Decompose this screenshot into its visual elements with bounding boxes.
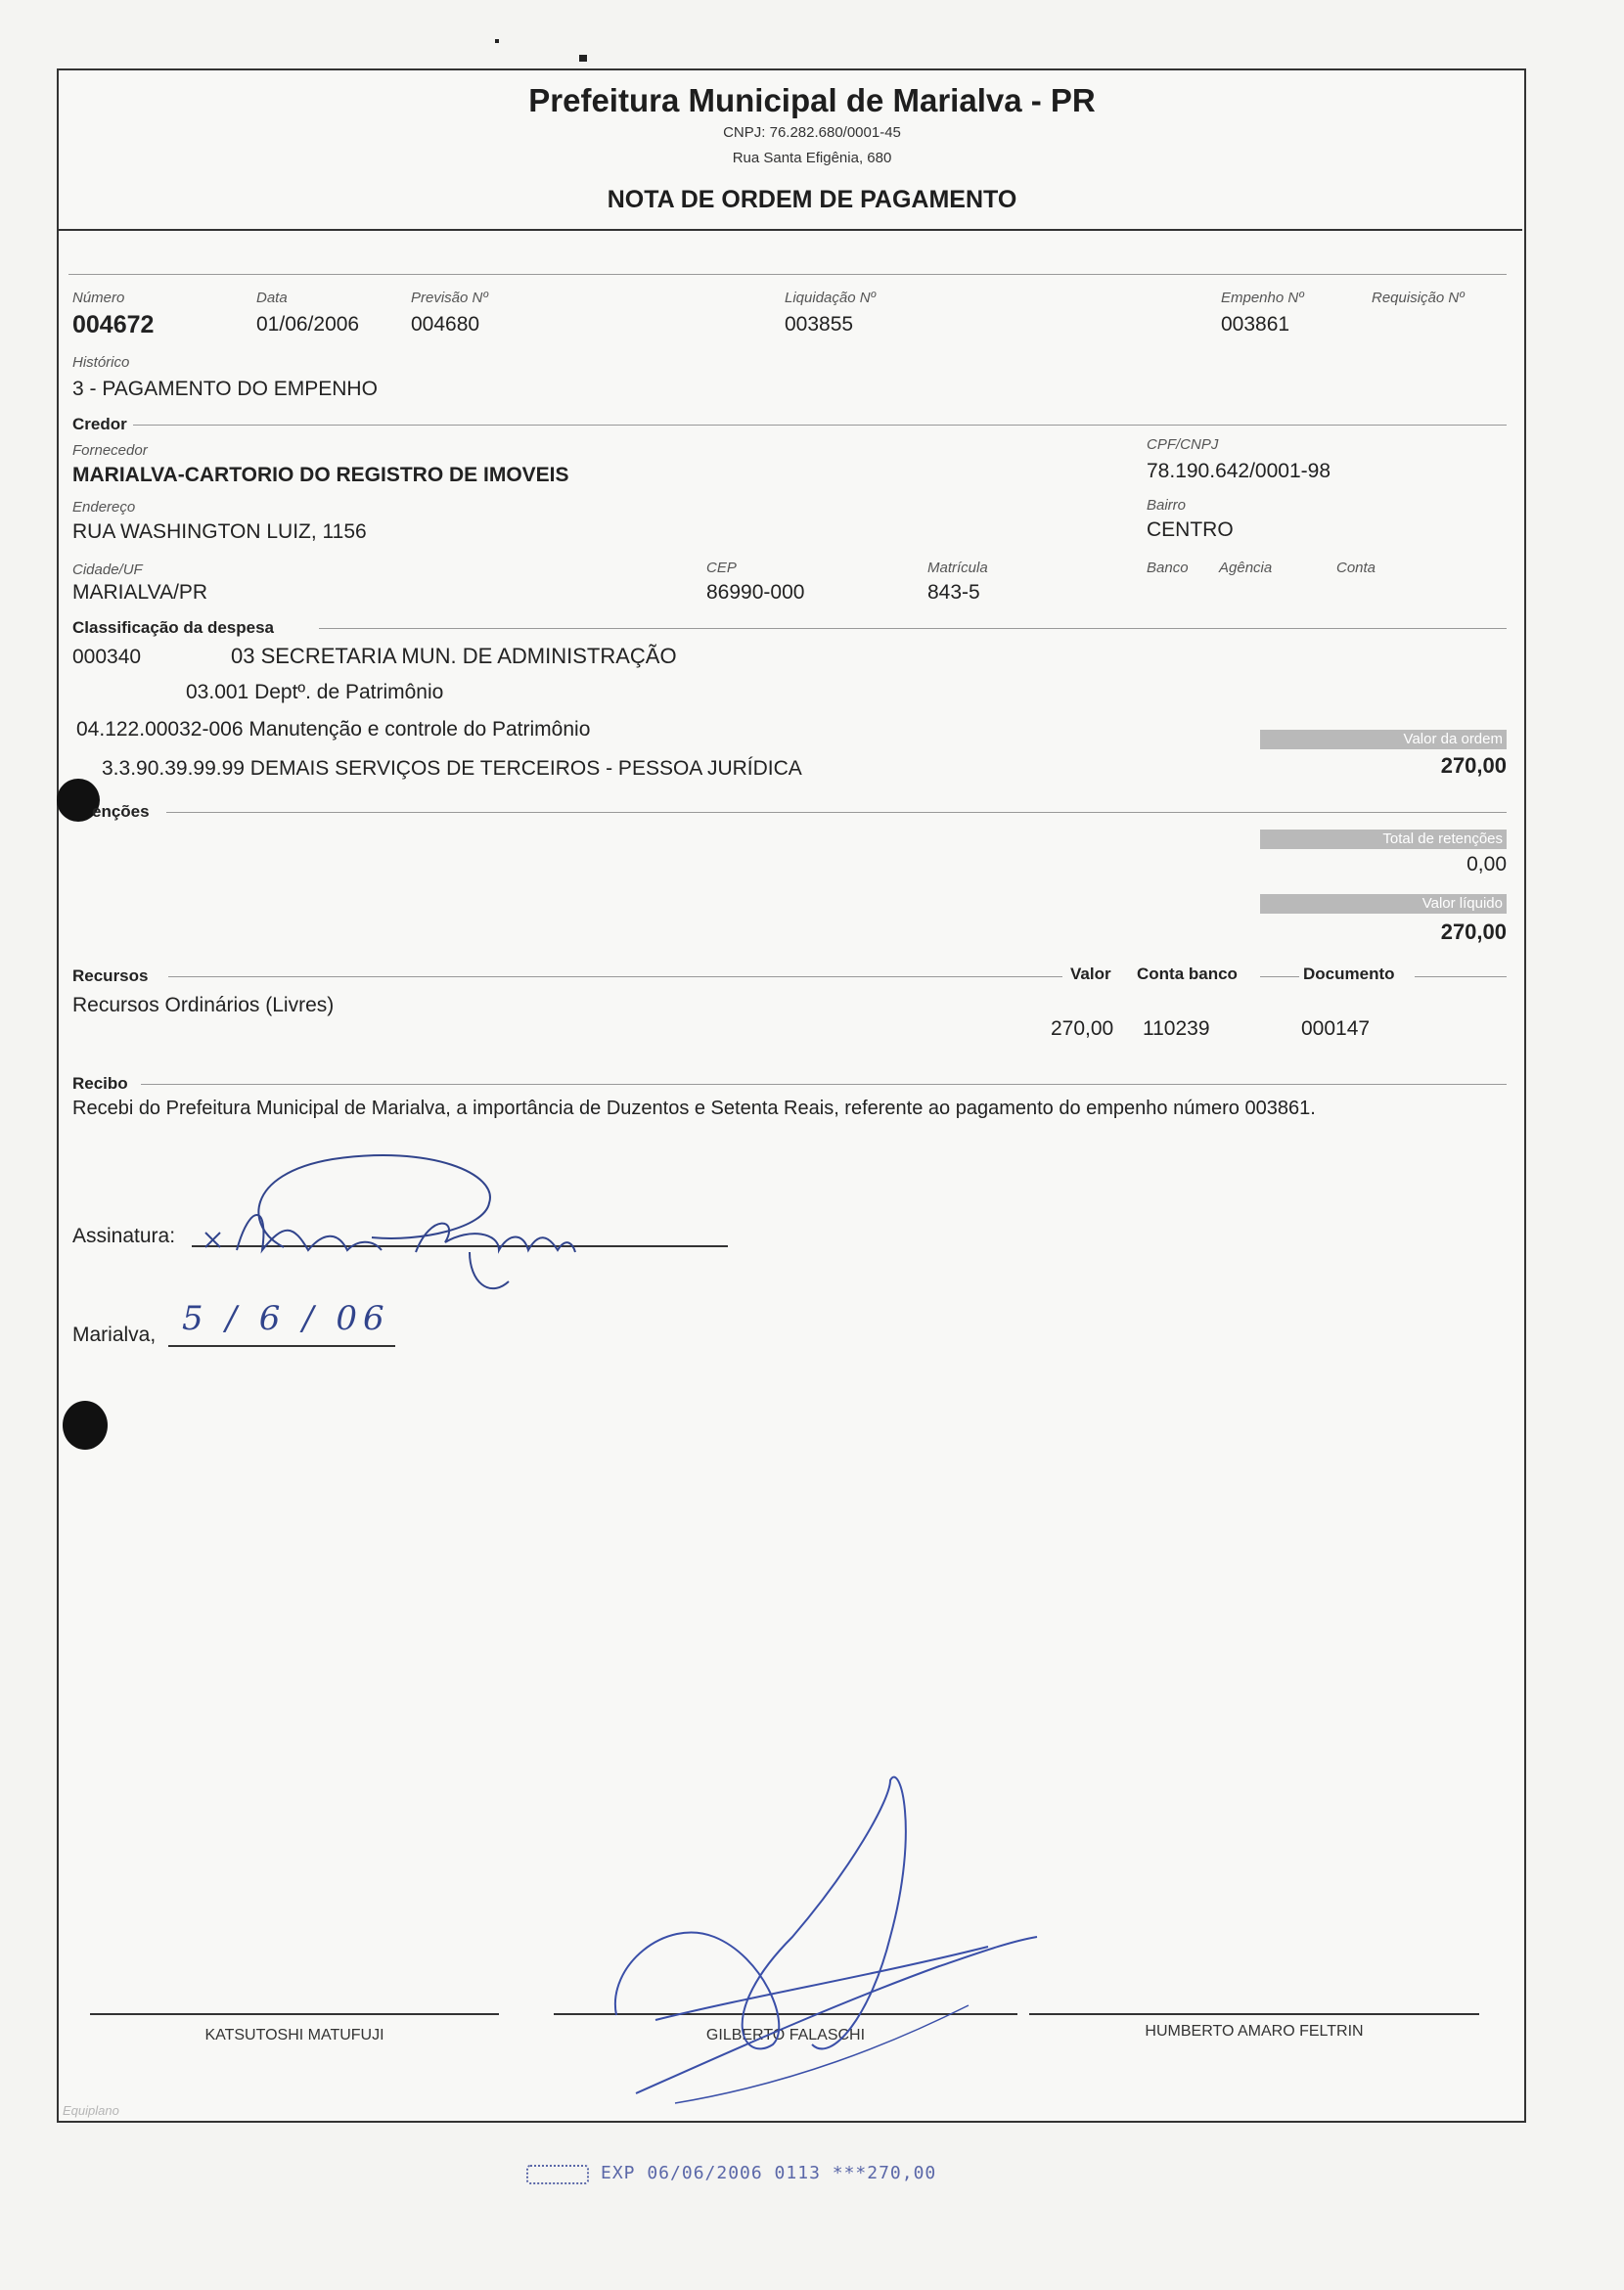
previsao-label: Previsão Nº (411, 290, 488, 306)
valor-liquido-value: 270,00 (1440, 920, 1507, 944)
divider (133, 425, 1507, 426)
classificacao-codigo: 000340 (72, 646, 142, 668)
matricula-label: Matrícula (927, 560, 988, 576)
bank-stamp-icon (526, 2165, 589, 2184)
classificacao-programa: 04.122.00032-006 Manutenção e controle do Patrimônio (76, 718, 591, 741)
recursos-documento: 000147 (1301, 1017, 1371, 1040)
bank-stamp: EXP 06/06/2006 0113 ***270,00 (601, 2163, 937, 2183)
valor-ordem-label: Valor da ordem (1260, 730, 1507, 749)
liquidacao-label: Liquidação Nº (785, 290, 877, 306)
large-signature (597, 1771, 1086, 2113)
divider (68, 274, 1507, 275)
signature-line-1 (90, 2013, 499, 2015)
software-watermark: Equiplano (63, 2103, 119, 2118)
cidade-label: Cidade/UF (72, 561, 143, 578)
signatory-3: HUMBERTO AMARO FELTRIN (1145, 2023, 1364, 2040)
divider (168, 976, 1062, 977)
divider (319, 628, 1507, 629)
recursos-valor: 270,00 (1051, 1017, 1114, 1040)
section-credor: Credor (72, 415, 127, 433)
cep-value: 86990-000 (706, 581, 805, 604)
divider (1415, 976, 1507, 977)
fornecedor-value: MARIALVA-CARTORIO DO REGISTRO DE IMOVEIS (72, 464, 569, 486)
recursos-valor-label: Valor (1070, 965, 1111, 983)
previsao-value: 004680 (411, 313, 480, 336)
liquidacao-value: 003855 (785, 313, 854, 336)
recursos-conta-label: Conta banco (1137, 965, 1238, 983)
recibo-text: Recebi do Prefeitura Municipal de Marialva, a importância de Duzentos e Setenta Reais, referente ao pagamento do empenho número 003861. (72, 1098, 1316, 1119)
requisicao-label: Requisição Nº (1372, 290, 1465, 306)
matricula-value: 843-5 (927, 581, 980, 604)
signatory-2: GILBERTO FALASCHI (705, 2027, 866, 2043)
cidade-value: MARIALVA/PR (72, 581, 208, 604)
conta-label: Conta (1336, 560, 1376, 576)
data-label: Data (256, 290, 288, 306)
recursos-descricao: Recursos Ordinários (Livres) (72, 994, 335, 1016)
endereco-value: RUA WASHINGTON LUIZ, 1156 (72, 520, 367, 543)
total-retencoes-label: Total de retenções (1260, 830, 1507, 849)
recursos-documento-label: Documento (1303, 965, 1395, 983)
classificacao-secretaria: 03 SECRETARIA MUN. DE ADMINISTRAÇÃO (231, 644, 677, 668)
scan-mark (579, 55, 587, 62)
total-retencoes-value: 0,00 (1466, 853, 1507, 876)
classificacao-departamento: 03.001 Deptº. de Patrimônio (186, 681, 444, 703)
signature-line-3 (1029, 2013, 1479, 2015)
scan-mark (495, 39, 499, 43)
section-retencoes: enções (92, 802, 150, 821)
assinatura-label: Assinatura: (72, 1225, 176, 1247)
handwritten-signature (176, 1135, 607, 1301)
recursos-conta: 110239 (1143, 1017, 1210, 1040)
section-recursos: Recursos (72, 966, 149, 985)
document-type-title: NOTA DE ORDEM DE PAGAMENTO (607, 186, 1017, 213)
bairro-value: CENTRO (1147, 518, 1234, 541)
cpf-value: 78.190.642/0001-98 (1147, 460, 1331, 482)
header-divider (59, 229, 1522, 231)
signatory-1: KATSUTOSHI MATUFUJI (204, 2027, 384, 2043)
numero-label: Número (72, 290, 125, 306)
handwritten-date: 5 / 6 / 06 (182, 1299, 390, 1338)
section-classificacao: Classificação da despesa (72, 618, 275, 637)
numero-value: 004672 (72, 311, 155, 338)
punch-hole (63, 1401, 108, 1450)
local-label: Marialva, (72, 1324, 157, 1346)
divider (1260, 976, 1299, 977)
divider (141, 1084, 1507, 1085)
divider (166, 812, 1507, 813)
section-recibo: Recibo (72, 1074, 128, 1093)
historico-value: 3 - PAGAMENTO DO EMPENHO (72, 378, 378, 400)
historico-label: Histórico (72, 354, 130, 371)
endereco-label: Endereço (72, 499, 136, 516)
empenho-label: Empenho Nº (1221, 290, 1304, 306)
empenho-value: 003861 (1221, 313, 1290, 336)
classificacao-natureza: 3.3.90.39.99.99 DEMAIS SERVIÇOS DE TERCEIROS - PESSOA JURÍDICA (102, 757, 802, 780)
date-line (168, 1345, 395, 1347)
fornecedor-label: Fornecedor (72, 442, 148, 459)
cep-label: CEP (706, 560, 737, 576)
header-address: Rua Santa Efigênia, 680 (732, 150, 892, 166)
agencia-label: Agência (1219, 560, 1273, 576)
header-cnpj: CNPJ: 76.282.680/0001-45 (723, 124, 901, 141)
bairro-label: Bairro (1147, 497, 1187, 514)
banco-label: Banco (1147, 560, 1189, 576)
page-title: Prefeitura Municipal de Marialva - PR (528, 82, 1096, 118)
valor-ordem-value: 270,00 (1440, 753, 1507, 778)
valor-liquido-label: Valor líquido (1260, 894, 1507, 914)
data-value: 01/06/2006 (256, 313, 360, 336)
cpf-label: CPF/CNPJ (1147, 436, 1219, 453)
